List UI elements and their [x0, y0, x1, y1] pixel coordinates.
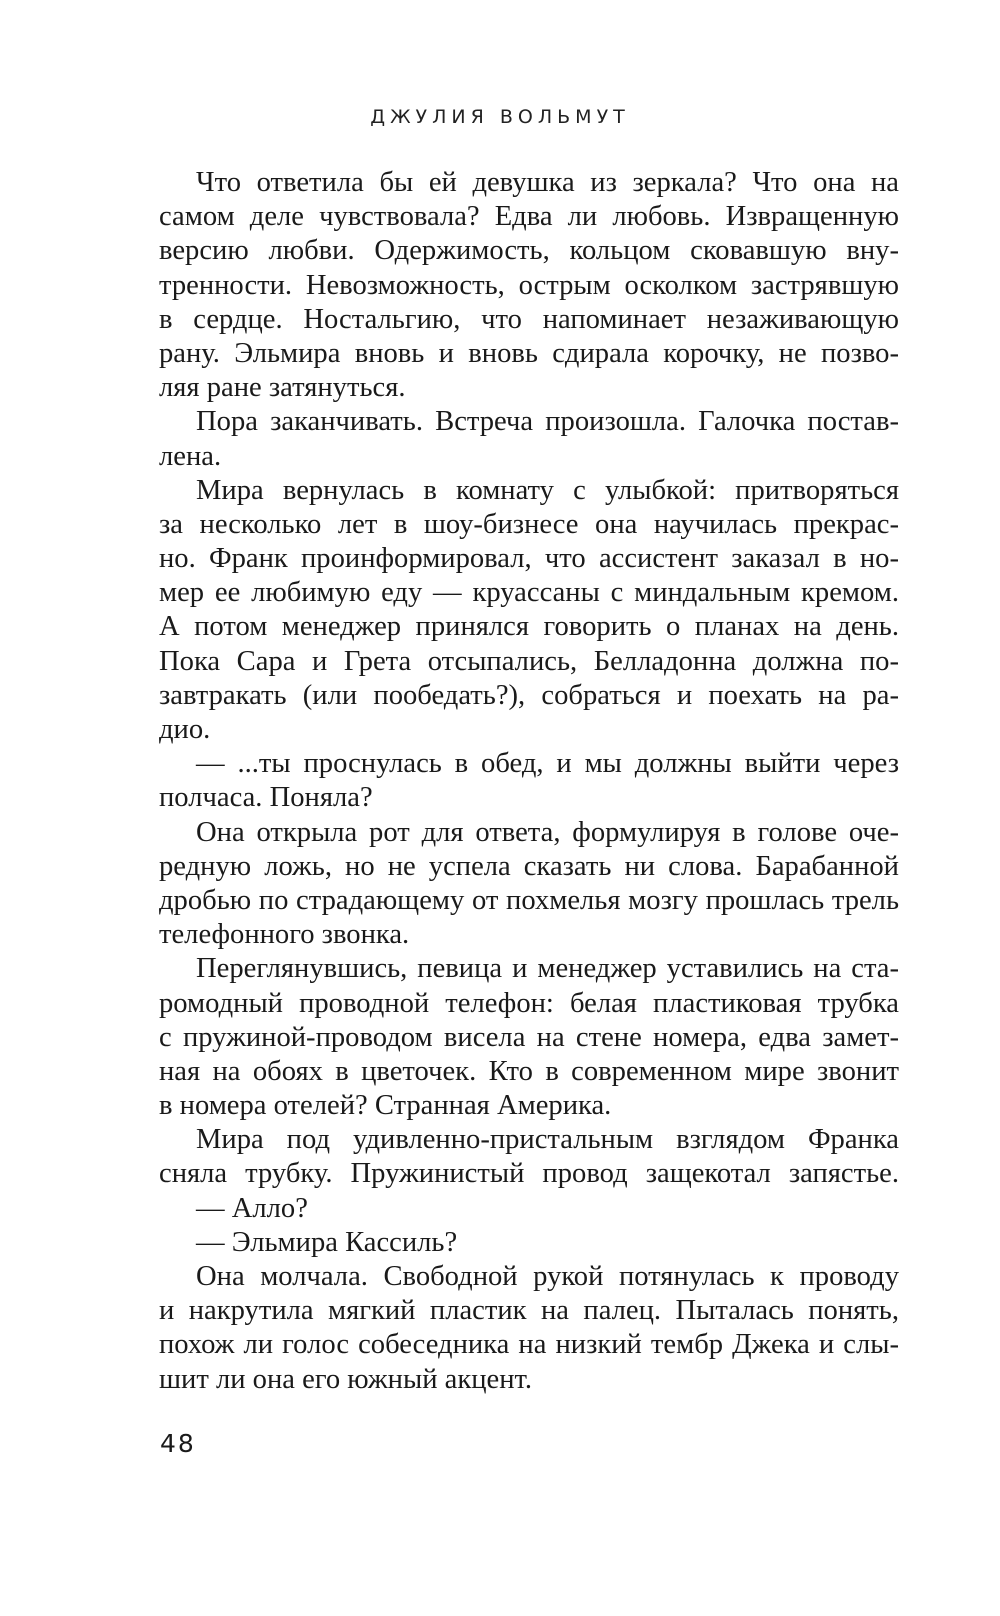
text-line: самом деле чувствовала? Едва ли любовь. Извращенную: [159, 201, 899, 233]
page-number: 48: [160, 1429, 196, 1458]
text-line: шит ли она его южный акцент.: [159, 1363, 533, 1395]
text-line: ромодный проводной телефон: белая пластиковая трубка: [159, 987, 899, 1019]
text-line: ляя ране затянуться.: [159, 372, 406, 404]
text-line: — Эльмира Кассиль?: [196, 1226, 458, 1258]
text-line: телефонного звонка.: [159, 919, 410, 951]
text-line: с пружиной-проводом висела на стене номера, едва замет-: [159, 1021, 899, 1053]
text-line: рану. Эльмира вновь и вновь сдирала корочку, не позво-: [159, 337, 899, 369]
text-line: Она молчала. Свободной рукой потянулась к проводу: [196, 1261, 899, 1292]
body-text: [159, 166, 899, 1397]
text-line: и накрутила мягкий пластик на палец. Пыталась понять,: [159, 1295, 899, 1327]
text-line: версию любви. Одержимость, кольцом сковавшую вну-: [159, 235, 899, 267]
text-line: — ...ты проснулась в обед, и мы должны выйти через: [196, 748, 899, 780]
text-line: редную ложь, но не успела сказать ни слова. Барабанной: [159, 850, 899, 882]
text-line: Мира под удивленно-пристальным взглядом Франка: [196, 1124, 899, 1156]
text-line: но. Франк проинформировал, что ассистент заказал в но-: [159, 543, 899, 575]
text-line: похож ли голос собеседника на низкий тембр Джека и слы-: [159, 1329, 899, 1361]
text-line: А потом менеджер принялся говорить о планах на день.: [159, 611, 899, 643]
text-line: — Алло?: [196, 1192, 308, 1224]
text-line: сняла трубку. Пружинистый провод защекотал запястье.: [159, 1158, 899, 1190]
text-line: Переглянувшись, певица и менеджер уставились на ста-: [196, 953, 899, 985]
text-line: дио.: [159, 714, 211, 745]
text-line: за несколько лет в шоу-бизнесе она научилась прекрас-: [159, 508, 899, 540]
text-line: полчаса. Поняла?: [159, 782, 373, 814]
text-line: в сердце. Ностальгию, что напоминает незаживающую: [159, 303, 899, 335]
text-line: мер ее любимую еду — круассаны с миндальным кремом.: [159, 577, 899, 609]
text-line: в номера отелей? Странная Америка.: [159, 1090, 612, 1122]
text-line: Пока Сара и Грета отсыпались, Белладонна должна по-: [159, 645, 899, 677]
text-line: Что ответила бы ей девушка из зеркала? Что она на: [196, 167, 899, 198]
text-line: Пора заканчивать. Встреча произошла. Галочка постав-: [196, 406, 899, 438]
text-line: лена.: [159, 440, 222, 472]
running-head: ДЖУЛИЯ ВОЛЬМУТ: [370, 106, 630, 128]
text-line: Мира вернулась в комнату с улыбкой: притворяться: [196, 474, 899, 506]
text-line: тренности. Невозможность, острым осколком застрявшую: [159, 269, 899, 301]
text-line: дробью по страдающему от похмелья мозгу прошлась трель: [159, 884, 899, 916]
text-line: ная на обоях в цветочек. Кто в современном мире звонит: [159, 1055, 899, 1087]
text-line: завтракать (или пообедать?), собраться и поехать на ра-: [159, 679, 899, 711]
text-line: Она открыла рот для ответа, формулируя в голове оче-: [196, 816, 899, 848]
